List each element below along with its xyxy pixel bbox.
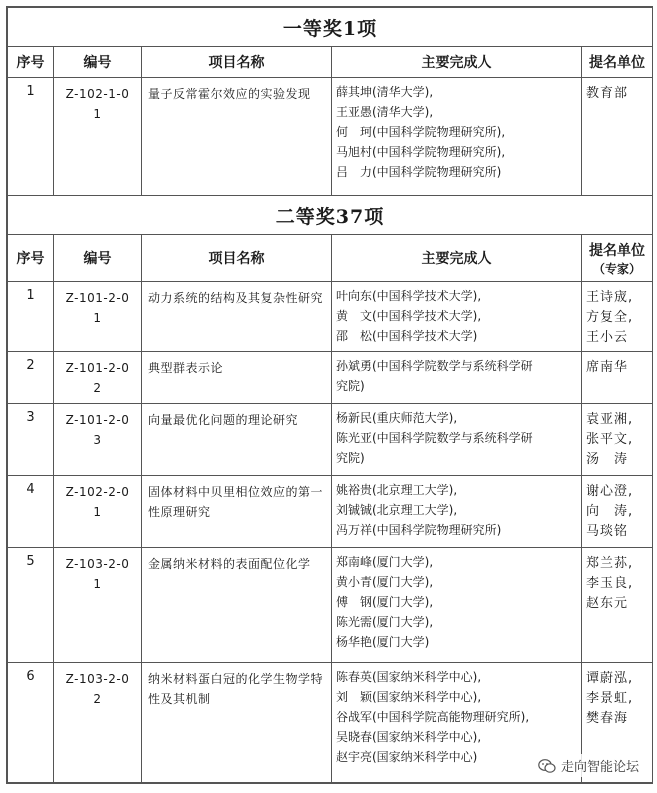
row-code: Z-103-2-01 xyxy=(54,548,142,663)
person: 马旭村(中国科学院物理研究所), xyxy=(336,145,506,159)
row-seq: 1 xyxy=(8,78,54,196)
table-row xyxy=(8,78,653,196)
person: 吕 力(中国科学院物理研究所) xyxy=(336,165,502,179)
person: 陈春英(国家纳米科学中心), xyxy=(336,670,482,684)
row-seq: 5 xyxy=(8,548,54,663)
row-people xyxy=(332,404,582,476)
nominator: 方复全, xyxy=(586,310,634,325)
person: 冯万祥(中国科学院物理研究所) xyxy=(336,523,502,537)
watermark-text: 走向智能论坛 xyxy=(560,760,639,775)
column-label: 编号 xyxy=(83,55,112,71)
nominator: 郑兰荪, xyxy=(586,556,634,571)
person: 郑南峰(厦门大学), xyxy=(336,555,434,569)
row-nominator xyxy=(582,352,653,404)
person: 杨新民(重庆师范大学), xyxy=(336,411,458,425)
row-code: Z-102-1-01 xyxy=(54,78,142,196)
row-nominator xyxy=(582,282,653,352)
person: 谷战军(中国科学院高能物理研究所), xyxy=(336,710,530,724)
nominator: 赵东元 xyxy=(586,596,629,611)
row-people xyxy=(332,548,582,663)
nominator: 席南华 xyxy=(586,360,629,375)
row-code: Z-101-2-03 xyxy=(54,404,142,476)
table-row xyxy=(8,352,653,404)
second-prize-col-people-header xyxy=(332,235,582,282)
person: 吴晓春(国家纳米科学中心), xyxy=(336,730,482,744)
person: 究院) xyxy=(336,379,365,393)
row-project: 典型群表示论 xyxy=(142,352,332,404)
row-project: 向量最优化问题的理论研究 xyxy=(142,404,332,476)
second-prize-heading-row xyxy=(8,196,653,235)
column-label: 主要完成人 xyxy=(421,55,492,71)
row-project: 纳米材料蛋白冠的化学生物学特性及其机制 xyxy=(142,663,332,783)
row-project: 动力系统的结构及其复杂性研究 xyxy=(142,282,332,352)
column-label: 主要完成人 xyxy=(421,251,492,267)
person: 薛其坤(清华大学), xyxy=(336,85,434,99)
second-prize-heading: 二等奖37项 xyxy=(8,196,653,235)
person: 陈光亚(中国科学院数学与系统科学研 xyxy=(336,431,533,445)
person: 邵 松(中国科学技术大学) xyxy=(336,329,478,343)
column-label: 项目名称 xyxy=(208,251,265,267)
person: 杨华艳(厦门大学) xyxy=(336,635,430,649)
person: 刘铖铖(北京理工大学), xyxy=(336,503,458,517)
row-nominator xyxy=(582,78,653,196)
second-prize-col-seq-header xyxy=(8,235,54,282)
nominator: 谭蔚泓, xyxy=(586,671,634,686)
row-code: Z-101-2-01 xyxy=(54,282,142,352)
watermark xyxy=(534,754,643,777)
nominator: 袁亚湘, xyxy=(586,412,634,427)
nominator: 王诗宬, xyxy=(586,290,634,305)
person: 究院) xyxy=(336,451,365,465)
column-label: 序号 xyxy=(16,55,45,71)
row-nominator xyxy=(582,476,653,548)
person: 黄 文(中国科学技术大学), xyxy=(336,309,482,323)
row-code: Z-102-2-01 xyxy=(54,476,142,548)
row-people xyxy=(332,78,582,196)
table-row xyxy=(8,282,653,352)
column-label: 提名单位 xyxy=(589,55,646,71)
column-label: 编号 xyxy=(83,251,112,267)
table-row xyxy=(8,404,653,476)
first-prize-col-seq-header xyxy=(8,47,54,78)
person: 姚裕贵(北京理工大学), xyxy=(336,483,458,497)
nominator: 汤 涛 xyxy=(586,452,629,467)
first-prize-col-people-header xyxy=(332,47,582,78)
second-prize-col-code-header xyxy=(54,235,142,282)
nominator: 教育部 xyxy=(586,86,629,101)
person: 何 珂(中国科学院物理研究所), xyxy=(336,125,506,139)
first-prize-heading-row xyxy=(8,8,653,47)
person: 孙斌勇(中国科学院数学与系统科学研 xyxy=(336,359,533,373)
row-seq: 2 xyxy=(8,352,54,404)
row-people xyxy=(332,476,582,548)
row-code: Z-101-2-02 xyxy=(54,352,142,404)
column-label: 提名单位 xyxy=(589,242,646,259)
row-nominator xyxy=(582,404,653,476)
row-seq: 3 xyxy=(8,404,54,476)
row-seq: 1 xyxy=(8,282,54,352)
nominator: 樊春海 xyxy=(586,711,629,726)
first-prize-heading: 一等奖1项 xyxy=(8,8,653,47)
first-prize-header-row xyxy=(8,47,653,78)
first-prize-col-project-header xyxy=(142,47,332,78)
person: 黄小青(厦门大学), xyxy=(336,575,434,589)
nominator: 李玉良, xyxy=(586,576,634,591)
nominator: 向 涛, xyxy=(586,504,634,519)
row-project: 金属纳米材料的表面配位化学 xyxy=(142,548,332,663)
person: 赵宇亮(国家纳米科学中心) xyxy=(336,750,478,764)
row-code: Z-103-2-02 xyxy=(54,663,142,783)
first-prize-col-unit-header xyxy=(582,47,653,78)
row-people xyxy=(332,282,582,352)
table-row xyxy=(8,548,653,663)
person: 王亚愚(清华大学), xyxy=(336,105,434,119)
column-label: 项目名称 xyxy=(208,55,265,71)
row-project: 固体材料中贝里相位效应的第一性原理研究 xyxy=(142,476,332,548)
second-prize-header-row xyxy=(8,235,653,282)
row-project: 量子反常霍尔效应的实验发现 xyxy=(142,78,332,196)
column-label: 序号 xyxy=(16,251,45,267)
nominator: 张平文, xyxy=(586,432,634,447)
nominator: 谢心澄, xyxy=(586,484,634,499)
table-row xyxy=(8,476,653,548)
person: 傅 钢(厦门大学), xyxy=(336,595,434,609)
row-people xyxy=(332,352,582,404)
nominator: 马琰铭 xyxy=(586,524,629,539)
award-list xyxy=(6,6,653,784)
nominator: 王小云 xyxy=(586,330,629,345)
row-seq: 4 xyxy=(8,476,54,548)
column-sublabel: （专家） xyxy=(593,261,642,276)
person: 陈光需(厦门大学), xyxy=(336,615,434,629)
row-seq: 6 xyxy=(8,663,54,783)
nominator: 李景虹, xyxy=(586,691,634,706)
row-nominator xyxy=(582,548,653,663)
wechat-icon xyxy=(538,758,556,774)
person: 刘 颖(国家纳米科学中心), xyxy=(336,690,482,704)
second-prize-col-project-header xyxy=(142,235,332,282)
person: 叶向东(中国科学技术大学), xyxy=(336,289,482,303)
first-prize-col-code-header xyxy=(54,47,142,78)
second-prize-col-unit-header xyxy=(582,235,653,282)
